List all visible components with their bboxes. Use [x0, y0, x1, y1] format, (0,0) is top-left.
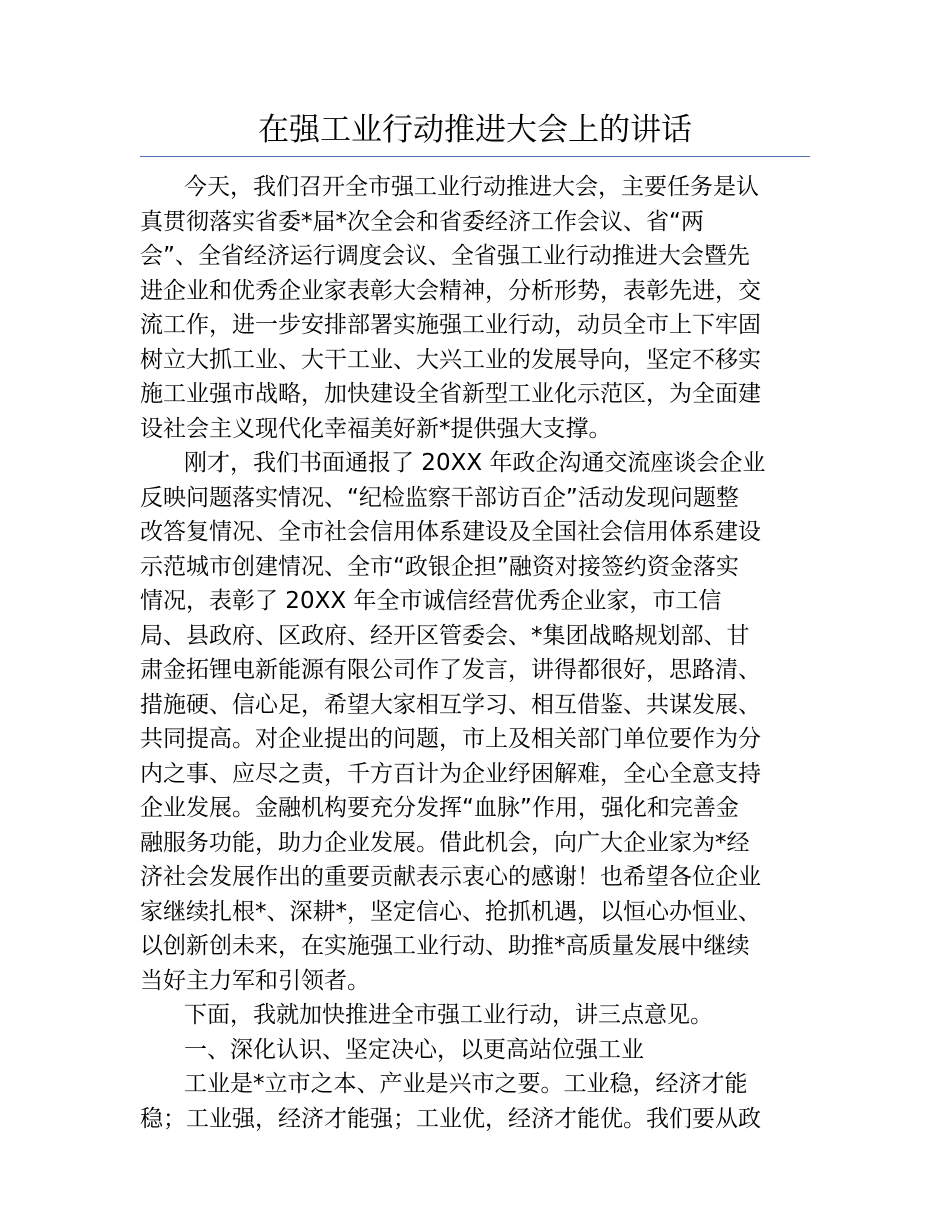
- paragraph-line: 家继续扎根*、深耕*，坚定信心、抢抓机遇，以恒心办恒业、: [140, 898, 761, 925]
- paragraph-line: 反映问题落实情况、“纪检监察干部访百企”活动发现问题整: [140, 484, 739, 511]
- paragraph-line: 情况，表彰了 20XX 年全市诚信经营优秀企业家，市工信: [140, 588, 722, 614]
- paragraph-line: 一、深化认识、坚定决心，以更高站位强工业: [184, 1036, 644, 1063]
- paragraph: [140, 1033, 810, 1068]
- paragraph-line: 刚才，我们书面通报了 20XX 年政企沟通交流座谈会企业: [184, 450, 766, 476]
- paragraph-line: 改答复情况、全市社会信用体系建设及全国社会信用体系建设: [140, 519, 761, 545]
- paragraph-line: 内之事、应尽之责，千方百计为企业纾困解难，全心全意支持: [140, 760, 761, 787]
- paragraph: [140, 1067, 810, 1136]
- paragraph-line: 施工业强市战略，加快建设全省新型工业化示范区，为全面建: [140, 381, 761, 407]
- paragraph-line: 以创新创未来，在实施强工业行动、助推*高质量发展中继续: [140, 933, 750, 959]
- paragraph-line: 稳；工业强，经济才能强；工业优，经济才能优。我们要从政: [140, 1105, 761, 1132]
- document-title: 在强工业行动推进大会上的讲话: [258, 112, 692, 148]
- paragraph-line: 工业是*立市之本、产业是兴市之要。工业稳，经济才能: [184, 1071, 748, 1097]
- paragraph-line: 企业发展。金融机构要充分发挥“血脉”作用，强化和完善金: [140, 795, 739, 821]
- paragraph-line: 树立大抓工业、大干工业、大兴工业的发展导向，坚定不移实: [140, 346, 761, 373]
- paragraph-line: 进企业和优秀企业家表彰大会精神，分析形势，表彰先进，交: [140, 277, 761, 304]
- paragraph-line: 局、县政府、区政府、经开区管委会、*集团战略规划部、甘: [140, 622, 750, 649]
- paragraph-line: 共同提高。对企业提出的问题，市上及相关部门单位要作为分: [140, 726, 761, 752]
- document-body: [140, 170, 810, 1136]
- paragraph-line: 下面，我就加快推进全市强工业行动，讲三点意见。: [184, 1002, 713, 1028]
- paragraph-line: 会”、全省经济运行调度会议、全省强工业行动推进大会暨先: [140, 243, 750, 269]
- title-underline: [140, 156, 810, 157]
- paragraph: [140, 170, 810, 446]
- paragraph-line: 真贯彻落实省委*届*次全会和省委经济工作会议、省“两: [140, 208, 704, 235]
- paragraph-line: 济社会发展作出的重要贡献表示衷心的感谢！也希望各位企业: [140, 864, 761, 890]
- paragraph-line: 设社会主义现代化幸福美好新*提供强大支撑。: [140, 415, 612, 442]
- paragraph-line: 示范城市创建情况、全市“政银企担”融资对接签约资金落实: [140, 553, 739, 580]
- paragraph-line: 当好主力军和引领者。: [140, 967, 370, 994]
- paragraph-line: 今天，我们召开全市强工业行动推进大会，主要任务是认: [184, 174, 759, 200]
- paragraph: [140, 446, 810, 998]
- paragraph-line: 流工作，进一步安排部署实施强工业行动，动员全市上下牢固: [140, 312, 761, 338]
- paragraph-line: 肃金拓锂电新能源有限公司作了发言，讲得都很好，思路清、: [140, 657, 761, 683]
- paragraph-line: 融服务功能，助力企业发展。借此机会，向广大企业家为*经: [140, 829, 750, 856]
- paragraph: [140, 998, 810, 1033]
- paragraph-line: 措施硬、信心足，希望大家相互学习、相互借鉴、共谋发展、: [140, 691, 761, 718]
